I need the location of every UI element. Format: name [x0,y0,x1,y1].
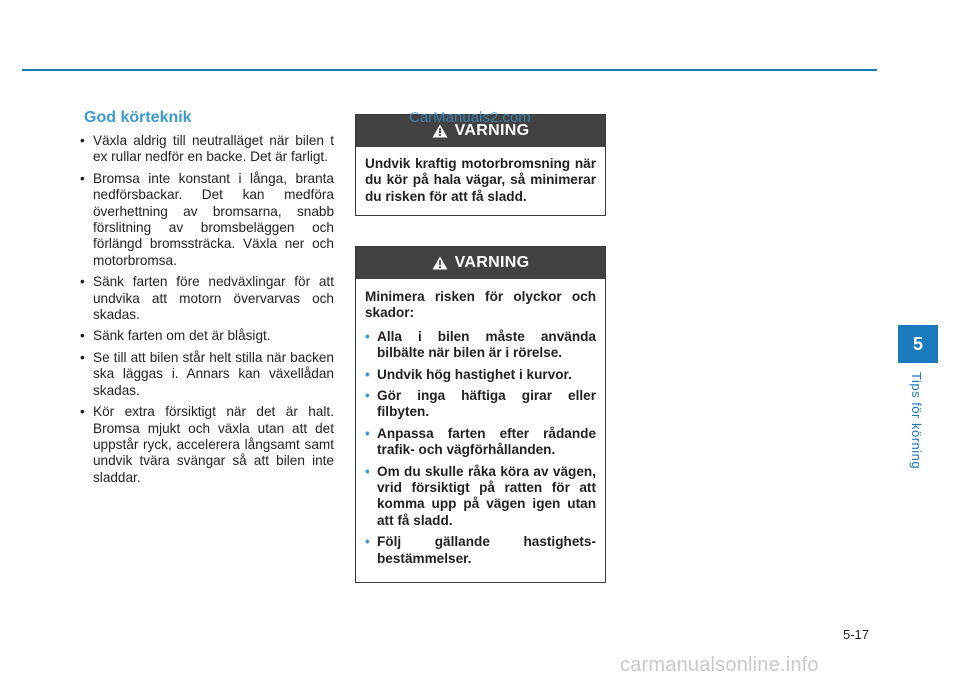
list-item [365,426,596,459]
warning-text: Undvik kraftig motorbromsning när du kör på hala vägar, så minimerar du risken för att få sladd. [365,156,596,204]
list-item [76,171,334,269]
warning-intro: Minimera risken för olyckor och skador: [365,289,596,321]
list-item-text: Växla aldrig till neutralläget när bilen t ex rullar nedför en backe. Det är farligt. [93,133,334,165]
list-item-text: Gör inga häftiga girar eller filbyten. [377,388,596,420]
warning-body [356,279,605,582]
warning-triangle-icon [432,124,448,138]
list-item [76,404,334,486]
list-item [365,388,596,421]
warning-list [365,329,596,567]
bullet-dot: • [80,170,85,186]
list-item [365,534,596,567]
bullet-dot: • [365,425,370,441]
bullet-dot: • [365,534,370,550]
list-item-text: Undvik hög hastighet i kurvor. [377,366,572,382]
top-rule [22,69,877,71]
list-item [76,274,334,323]
warning-header [356,247,605,279]
list-item [76,328,334,344]
list-item-text: Kör extra försiktigt när det är halt. Bromsa mjukt och växla utan att det uppstår ryck, accelerera långsamt samt undvik tvära svängar så att bilen inte sladdar. [93,404,334,485]
bullet-dot: • [365,366,370,382]
list-item-text: Sänk farten före nedväxlingar för att undvika att motorn övervarvas och skadas. [93,274,334,323]
list-item [365,464,596,530]
watermark-top: CarManuals2.com [409,109,531,126]
warning-body [356,147,605,215]
list-item-text: Anpassa farten efter rådande trafik- och vägförhållanden. [377,425,596,458]
chapter-tab: 5 [898,325,938,363]
warning-title: VARNING [454,254,530,271]
bullet-dot: • [80,133,85,148]
list-item [76,350,334,399]
list-item [365,329,596,362]
list-item-text: Se till att bilen står helt stilla när backen ska läggas i. Annars kan växellådan skadas. [93,349,334,398]
list-item-text: Bromsa inte konstant i långa, branta nedförsbackar. Det kan medföra överhettning av bromsarna, snabb förslitning av bromsbeläggen och förlängd bromssträcka. Växla ner och motorbromsa. [93,170,334,268]
warning-triangle-icon [432,256,448,270]
list-item-text: Om du skulle råka köra av vägen, vrid försiktigt på ratten för att komma upp på vägen igen utan att få sladd. [377,463,596,528]
warning-box-2 [355,246,606,583]
list-item-text: Sänk farten om det är blåsigt. [93,328,271,344]
left-column [76,109,334,491]
list-item-text: Följ gällande hastighets-bestämmelser. [377,534,596,566]
bullet-dot: • [365,328,370,344]
warning-box-1 [355,114,606,216]
bullet-list [76,133,334,486]
watermark-bottom: carmanualsonline.info [620,654,819,676]
section-title: God körteknik [84,109,192,126]
list-item [76,133,334,166]
page-number: 5-17 [843,627,870,642]
bullet-dot: • [80,328,85,344]
bullet-dot: • [80,404,85,420]
bullet-dot: • [80,274,85,290]
bullet-dot: • [365,463,370,479]
warning-title: VARNING [454,122,530,139]
bullet-dot: • [80,349,85,365]
chapter-title: Tips för körning [909,372,924,470]
bullet-dot: • [365,388,370,404]
list-item-text: Alla i bilen måste använda bilbälte när bilen är i rörelse. [377,328,596,361]
list-item [365,367,596,383]
